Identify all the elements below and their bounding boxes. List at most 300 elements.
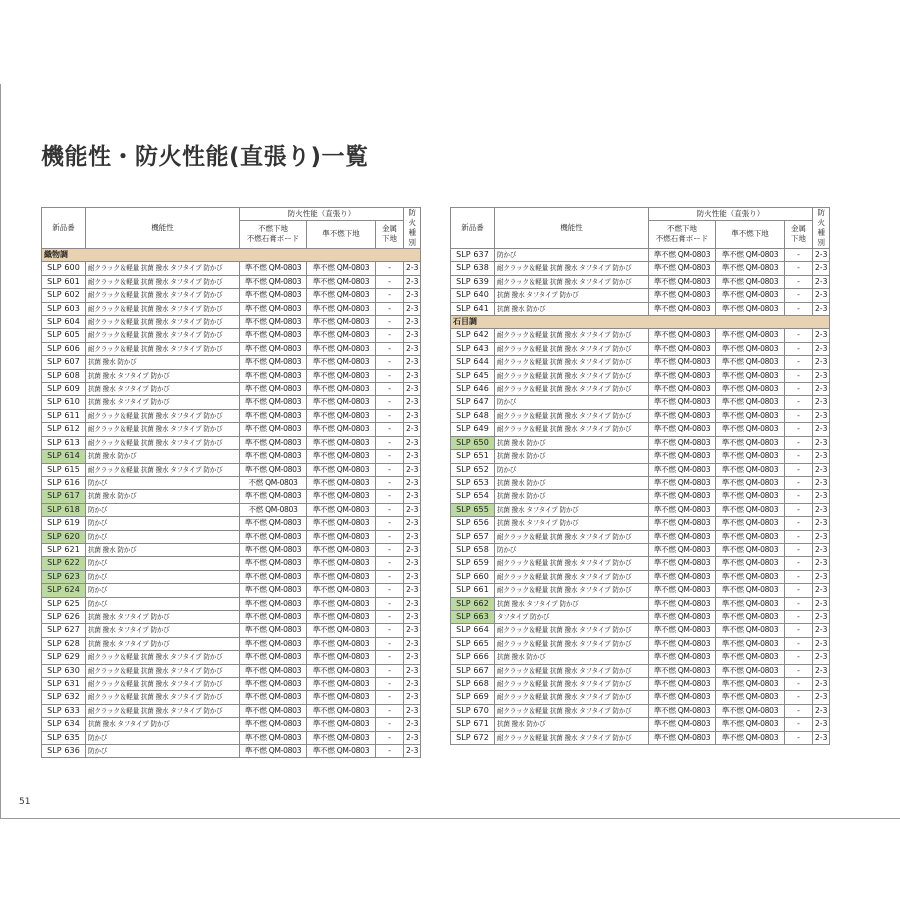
table-row — [451, 691, 830, 704]
fireproof-base-cell: 準不燃 QM-0803 — [240, 262, 307, 275]
function-cell: 耐クラック＆軽量 抗菌 撥水 タフタイプ 防かび — [495, 409, 649, 422]
semi-fireproof-base-cell: 準不燃 QM-0803 — [307, 570, 376, 583]
fireproof-base-cell: 準不燃 QM-0803 — [649, 678, 716, 691]
metal-base-cell: - — [376, 745, 404, 758]
fire-grade-cell: 2-3 — [813, 637, 830, 650]
fire-grade-cell: 2-3 — [404, 704, 421, 717]
table-row — [42, 409, 421, 422]
metal-base-cell: - — [376, 356, 404, 369]
fireproof-base-cell: 準不燃 QM-0803 — [240, 490, 307, 503]
semi-fireproof-base-cell: 準不燃 QM-0803 — [307, 490, 376, 503]
fireproof-base-cell: 準不燃 QM-0803 — [649, 490, 716, 503]
function-cell: 耐クラック＆軽量 抗菌 撥水 タフタイプ 防かび — [495, 356, 649, 369]
fire-grade-cell: 2-3 — [404, 517, 421, 530]
product-code: SLP 601 — [42, 275, 86, 288]
fire-grade-cell: 2-3 — [404, 718, 421, 731]
header-fireproof-base: 不燃下地 不燃石膏ボード — [240, 220, 307, 248]
semi-fireproof-base-cell: 準不燃 QM-0803 — [307, 356, 376, 369]
product-code: SLP 647 — [451, 396, 495, 409]
function-cell: 耐クラック＆軽量 抗菌 撥水 タフタイプ 防かび — [86, 275, 240, 288]
table-row — [451, 463, 830, 476]
metal-base-cell: - — [376, 262, 404, 275]
metal-base-cell: - — [785, 302, 813, 315]
metal-base-cell: - — [376, 463, 404, 476]
fire-grade-cell: 2-3 — [813, 409, 830, 422]
product-code: SLP 658 — [451, 543, 495, 556]
table-row — [42, 624, 421, 637]
fireproof-base-cell: 準不燃 QM-0803 — [240, 584, 307, 597]
function-cell: 耐クラック＆軽量 抗菌 撥水 タフタイプ 防かび — [86, 651, 240, 664]
function-cell: 耐クラック＆軽量 抗菌 撥水 タフタイプ 防かび — [495, 557, 649, 570]
metal-base-cell: - — [785, 651, 813, 664]
function-cell: 抗菌 撥水 タフタイプ 防かび — [86, 624, 240, 637]
metal-base-cell: - — [376, 718, 404, 731]
fire-grade-cell: 2-3 — [404, 624, 421, 637]
product-code: SLP 615 — [42, 463, 86, 476]
metal-base-cell: - — [376, 342, 404, 355]
table-row — [451, 262, 830, 275]
fire-grade-cell: 2-3 — [404, 597, 421, 610]
header-function: 機能性 — [495, 208, 649, 249]
metal-base-cell: - — [376, 610, 404, 623]
function-cell: 抗菌 撥水 防かび — [495, 450, 649, 463]
metal-base-cell: - — [785, 610, 813, 623]
fireproof-base-cell: 不燃 QM-0803 — [240, 503, 307, 516]
fire-grade-cell: 2-3 — [404, 329, 421, 342]
product-code: SLP 606 — [42, 342, 86, 355]
semi-fireproof-base-cell: 準不燃 QM-0803 — [307, 316, 376, 329]
product-code: SLP 600 — [42, 262, 86, 275]
metal-base-cell: - — [376, 396, 404, 409]
fire-grade-cell: 2-3 — [813, 584, 830, 597]
product-code: SLP 669 — [451, 691, 495, 704]
semi-fireproof-base-cell: 準不燃 QM-0803 — [307, 704, 376, 717]
metal-base-cell: - — [376, 664, 404, 677]
product-code: SLP 668 — [451, 678, 495, 691]
function-cell: 耐クラック＆軽量 抗菌 撥水 タフタイプ 防かび — [495, 731, 649, 744]
fireproof-base-cell: 準不燃 QM-0803 — [649, 557, 716, 570]
product-code: SLP 607 — [42, 356, 86, 369]
metal-base-cell: - — [376, 704, 404, 717]
header-fireproof-base: 不燃下地 不燃石膏ボード — [649, 220, 716, 248]
metal-base-cell: - — [785, 624, 813, 637]
table-row — [42, 275, 421, 288]
table-row — [451, 704, 830, 717]
fireproof-base-cell: 準不燃 QM-0803 — [240, 302, 307, 315]
table-row — [42, 490, 421, 503]
header-fire-grade: 防火 種別 — [813, 208, 830, 249]
table-row — [451, 342, 830, 355]
metal-base-cell: - — [376, 503, 404, 516]
page-frame-bottom — [0, 818, 900, 819]
table-row — [42, 316, 421, 329]
section-label: 石目調 — [451, 316, 830, 329]
function-cell: 防かび — [86, 597, 240, 610]
metal-base-cell: - — [376, 731, 404, 744]
metal-base-cell: - — [376, 436, 404, 449]
product-code: SLP 621 — [42, 543, 86, 556]
function-cell: 防かび — [495, 396, 649, 409]
fire-grade-cell: 2-3 — [813, 423, 830, 436]
metal-base-cell: - — [785, 329, 813, 342]
semi-fireproof-base-cell: 準不燃 QM-0803 — [307, 396, 376, 409]
function-cell: 抗菌 撥水 防かび — [86, 450, 240, 463]
product-code: SLP 642 — [451, 329, 495, 342]
fireproof-base-cell: 準不燃 QM-0803 — [240, 436, 307, 449]
fire-grade-cell: 2-3 — [813, 329, 830, 342]
semi-fireproof-base-cell: 準不燃 QM-0803 — [716, 570, 785, 583]
semi-fireproof-base-cell: 準不燃 QM-0803 — [307, 383, 376, 396]
header-fire-group: 防火性能（直張り） — [649, 208, 813, 221]
function-cell: 耐クラック＆軽量 抗菌 撥水 タフタイプ 防かび — [495, 530, 649, 543]
fire-grade-cell: 2-3 — [813, 396, 830, 409]
semi-fireproof-base-cell: 準不燃 QM-0803 — [716, 584, 785, 597]
fire-grade-cell: 2-3 — [404, 490, 421, 503]
fireproof-base-cell: 準不燃 QM-0803 — [240, 450, 307, 463]
function-cell: 耐クラック＆軽量 抗菌 撥水 タフタイプ 防かび — [86, 289, 240, 302]
fireproof-base-cell: 準不燃 QM-0803 — [240, 570, 307, 583]
metal-base-cell: - — [785, 704, 813, 717]
metal-base-cell: - — [785, 570, 813, 583]
fire-grade-cell: 2-3 — [404, 396, 421, 409]
table-row — [451, 718, 830, 731]
fireproof-base-cell: 準不燃 QM-0803 — [649, 476, 716, 489]
product-code: SLP 625 — [42, 597, 86, 610]
metal-base-cell: - — [785, 637, 813, 650]
fire-grade-cell: 2-3 — [404, 476, 421, 489]
semi-fireproof-base-cell: 準不燃 QM-0803 — [307, 530, 376, 543]
table-row — [451, 369, 830, 382]
metal-base-cell: - — [785, 450, 813, 463]
metal-base-cell: - — [785, 543, 813, 556]
function-cell: 耐クラック＆軽量 抗菌 撥水 タフタイプ 防かび — [86, 316, 240, 329]
metal-base-cell: - — [376, 316, 404, 329]
fireproof-base-cell: 準不燃 QM-0803 — [649, 262, 716, 275]
product-code: SLP 617 — [42, 490, 86, 503]
semi-fireproof-base-cell: 準不燃 QM-0803 — [716, 637, 785, 650]
semi-fireproof-base-cell: 準不燃 QM-0803 — [716, 409, 785, 422]
semi-fireproof-base-cell: 準不燃 QM-0803 — [307, 597, 376, 610]
function-cell: 耐クラック＆軽量 抗菌 撥水 タフタイプ 防かび — [495, 342, 649, 355]
function-cell: 耐クラック＆軽量 抗菌 撥水 タフタイプ 防かび — [86, 409, 240, 422]
fireproof-base-cell: 準不燃 QM-0803 — [240, 423, 307, 436]
metal-base-cell: - — [376, 476, 404, 489]
product-code: SLP 608 — [42, 369, 86, 382]
metal-base-cell: - — [376, 409, 404, 422]
table-row — [451, 678, 830, 691]
function-cell: 耐クラック＆軽量 抗菌 撥水 タフタイプ 防かび — [86, 436, 240, 449]
function-cell: 防かび — [86, 517, 240, 530]
function-cell: 抗菌 撥水 防かび — [495, 490, 649, 503]
fire-grade-cell: 2-3 — [404, 409, 421, 422]
function-cell: 耐クラック＆軽量 抗菌 撥水 タフタイプ 防かび — [86, 262, 240, 275]
fire-grade-cell: 2-3 — [813, 383, 830, 396]
product-code: SLP 612 — [42, 423, 86, 436]
metal-base-cell: - — [376, 302, 404, 315]
semi-fireproof-base-cell: 準不燃 QM-0803 — [307, 610, 376, 623]
table-row — [42, 691, 421, 704]
product-code: SLP 671 — [451, 718, 495, 731]
table-row — [42, 342, 421, 355]
fireproof-base-cell: 準不燃 QM-0803 — [649, 704, 716, 717]
product-code: SLP 650 — [451, 436, 495, 449]
semi-fireproof-base-cell: 準不燃 QM-0803 — [307, 476, 376, 489]
fireproof-base-cell: 準不燃 QM-0803 — [240, 597, 307, 610]
metal-base-cell: - — [376, 490, 404, 503]
table-row — [42, 543, 421, 556]
fireproof-base-cell: 準不燃 QM-0803 — [649, 691, 716, 704]
fireproof-base-cell: 準不燃 QM-0803 — [240, 342, 307, 355]
fire-grade-cell: 2-3 — [813, 678, 830, 691]
semi-fireproof-base-cell: 準不燃 QM-0803 — [307, 302, 376, 315]
semi-fireproof-base-cell: 準不燃 QM-0803 — [307, 624, 376, 637]
function-cell: 耐クラック＆軽量 抗菌 撥水 タフタイプ 防かび — [495, 691, 649, 704]
product-code: SLP 656 — [451, 517, 495, 530]
table-row — [42, 356, 421, 369]
fireproof-base-cell: 準不燃 QM-0803 — [649, 423, 716, 436]
table-row — [451, 289, 830, 302]
function-cell: 耐クラック＆軽量 抗菌 撥水 タフタイプ 防かび — [495, 275, 649, 288]
semi-fireproof-base-cell: 準不燃 QM-0803 — [716, 731, 785, 744]
metal-base-cell: - — [785, 476, 813, 489]
fireproof-base-cell: 準不燃 QM-0803 — [649, 463, 716, 476]
table-row — [451, 637, 830, 650]
function-cell: 防かび — [86, 530, 240, 543]
fire-grade-cell: 2-3 — [404, 356, 421, 369]
semi-fireproof-base-cell: 準不燃 QM-0803 — [716, 396, 785, 409]
semi-fireproof-base-cell: 準不燃 QM-0803 — [307, 463, 376, 476]
metal-base-cell: - — [785, 718, 813, 731]
product-code: SLP 660 — [451, 570, 495, 583]
function-cell: 耐クラック＆軽量 抗菌 撥水 タフタイプ 防かび — [86, 664, 240, 677]
metal-base-cell: - — [785, 262, 813, 275]
product-code: SLP 672 — [451, 731, 495, 744]
function-cell: 防かび — [86, 731, 240, 744]
metal-base-cell: - — [785, 691, 813, 704]
metal-base-cell: - — [376, 624, 404, 637]
semi-fireproof-base-cell: 準不燃 QM-0803 — [716, 557, 785, 570]
semi-fireproof-base-cell: 準不燃 QM-0803 — [716, 476, 785, 489]
function-cell: 防かび — [86, 476, 240, 489]
metal-base-cell: - — [376, 543, 404, 556]
fire-grade-cell: 2-3 — [813, 289, 830, 302]
semi-fireproof-base-cell: 準不燃 QM-0803 — [307, 262, 376, 275]
metal-base-cell: - — [785, 530, 813, 543]
product-code: SLP 619 — [42, 517, 86, 530]
function-cell: 耐クラック＆軽量 抗菌 撥水 タフタイプ 防かび — [86, 704, 240, 717]
semi-fireproof-base-cell: 準不燃 QM-0803 — [716, 436, 785, 449]
product-code: SLP 616 — [42, 476, 86, 489]
fireproof-base-cell: 準不燃 QM-0803 — [240, 409, 307, 422]
fireproof-base-cell: 準不燃 QM-0803 — [240, 356, 307, 369]
semi-fireproof-base-cell: 準不燃 QM-0803 — [716, 329, 785, 342]
table-row — [451, 423, 830, 436]
function-cell: 防かび — [86, 745, 240, 758]
fireproof-base-cell: 準不燃 QM-0803 — [240, 731, 307, 744]
table-row — [451, 302, 830, 315]
fireproof-base-cell: 準不燃 QM-0803 — [240, 637, 307, 650]
product-code: SLP 646 — [451, 383, 495, 396]
function-cell: 耐クラック＆軽量 抗菌 撥水 タフタイプ 防かび — [495, 704, 649, 717]
fire-grade-cell: 2-3 — [404, 691, 421, 704]
table-row — [451, 275, 830, 288]
fireproof-base-cell: 準不燃 QM-0803 — [240, 678, 307, 691]
fireproof-base-cell: 準不燃 QM-0803 — [649, 503, 716, 516]
function-cell: 防かび — [495, 463, 649, 476]
semi-fireproof-base-cell: 準不燃 QM-0803 — [716, 678, 785, 691]
semi-fireproof-base-cell: 準不燃 QM-0803 — [716, 342, 785, 355]
table-row — [42, 557, 421, 570]
fireproof-base-cell: 準不燃 QM-0803 — [240, 369, 307, 382]
fire-performance-table-right — [450, 207, 830, 745]
fireproof-base-cell: 準不燃 QM-0803 — [649, 637, 716, 650]
table-row — [42, 463, 421, 476]
fire-grade-cell: 2-3 — [813, 530, 830, 543]
table-row — [451, 436, 830, 449]
page-title: 機能性・防火性能(直張り)一覧 — [41, 144, 369, 170]
product-code: SLP 632 — [42, 691, 86, 704]
section-label: 織物調 — [42, 249, 421, 262]
fireproof-base-cell: 準不燃 QM-0803 — [240, 383, 307, 396]
semi-fireproof-base-cell: 準不燃 QM-0803 — [716, 383, 785, 396]
function-cell: 耐クラック＆軽量 抗菌 撥水 タフタイプ 防かび — [495, 262, 649, 275]
product-code: SLP 652 — [451, 463, 495, 476]
product-code: SLP 613 — [42, 436, 86, 449]
metal-base-cell: - — [785, 356, 813, 369]
function-cell: 抗菌 撥水 タフタイプ 防かび — [495, 517, 649, 530]
product-code: SLP 661 — [451, 584, 495, 597]
fireproof-base-cell: 不燃 QM-0803 — [240, 476, 307, 489]
fire-grade-cell: 2-3 — [813, 731, 830, 744]
function-cell: 耐クラック＆軽量 抗菌 撥水 タフタイプ 防かび — [86, 463, 240, 476]
fire-grade-cell: 2-3 — [404, 275, 421, 288]
semi-fireproof-base-cell: 準不燃 QM-0803 — [716, 704, 785, 717]
function-cell: 抗菌 撥水 タフタイプ 防かび — [86, 637, 240, 650]
semi-fireproof-base-cell: 準不燃 QM-0803 — [716, 289, 785, 302]
metal-base-cell: - — [376, 597, 404, 610]
product-code: SLP 627 — [42, 624, 86, 637]
function-cell: 防かび — [86, 584, 240, 597]
fire-performance-table-left — [41, 207, 421, 758]
table-row — [42, 436, 421, 449]
semi-fireproof-base-cell: 準不燃 QM-0803 — [716, 249, 785, 262]
table-row — [42, 517, 421, 530]
product-code: SLP 639 — [451, 275, 495, 288]
fire-grade-cell: 2-3 — [813, 664, 830, 677]
metal-base-cell: - — [785, 249, 813, 262]
table-row — [451, 731, 830, 744]
semi-fireproof-base-cell: 準不燃 QM-0803 — [307, 664, 376, 677]
fire-grade-cell: 2-3 — [813, 704, 830, 717]
metal-base-cell: - — [376, 557, 404, 570]
fire-grade-cell: 2-3 — [404, 584, 421, 597]
metal-base-cell: - — [785, 396, 813, 409]
header-semi-fireproof-base: 準不燃下地 — [716, 220, 785, 248]
header-code: 新品番 — [42, 208, 86, 249]
semi-fireproof-base-cell: 準不燃 QM-0803 — [716, 517, 785, 530]
semi-fireproof-base-cell: 準不燃 QM-0803 — [307, 517, 376, 530]
fire-grade-cell: 2-3 — [404, 651, 421, 664]
metal-base-cell: - — [376, 275, 404, 288]
function-cell: タフタイプ 防かび — [495, 610, 649, 623]
semi-fireproof-base-cell: 準不燃 QM-0803 — [307, 436, 376, 449]
metal-base-cell: - — [785, 597, 813, 610]
semi-fireproof-base-cell: 準不燃 QM-0803 — [307, 289, 376, 302]
table-row — [42, 329, 421, 342]
function-cell: 防かび — [86, 503, 240, 516]
fire-grade-cell: 2-3 — [813, 597, 830, 610]
product-code: SLP 604 — [42, 316, 86, 329]
semi-fireproof-base-cell: 準不燃 QM-0803 — [716, 597, 785, 610]
metal-base-cell: - — [785, 557, 813, 570]
semi-fireproof-base-cell: 準不燃 QM-0803 — [307, 503, 376, 516]
function-cell: 耐クラック＆軽量 抗菌 撥水 タフタイプ 防かび — [86, 678, 240, 691]
function-cell: 抗菌 撥水 タフタイプ 防かび — [86, 369, 240, 382]
fireproof-base-cell: 準不燃 QM-0803 — [240, 396, 307, 409]
table-row — [451, 584, 830, 597]
table-row — [42, 678, 421, 691]
fire-grade-cell: 2-3 — [404, 610, 421, 623]
table-row — [42, 530, 421, 543]
table-row — [42, 704, 421, 717]
metal-base-cell: - — [785, 517, 813, 530]
semi-fireproof-base-cell: 準不燃 QM-0803 — [307, 557, 376, 570]
fire-grade-cell: 2-3 — [404, 436, 421, 449]
product-code: SLP 610 — [42, 396, 86, 409]
fire-grade-cell: 2-3 — [813, 342, 830, 355]
fireproof-base-cell: 準不燃 QM-0803 — [649, 289, 716, 302]
product-code: SLP 644 — [451, 356, 495, 369]
fireproof-base-cell: 準不燃 QM-0803 — [649, 302, 716, 315]
fireproof-base-cell: 準不燃 QM-0803 — [240, 463, 307, 476]
product-code: SLP 633 — [42, 704, 86, 717]
semi-fireproof-base-cell: 準不燃 QM-0803 — [716, 490, 785, 503]
metal-base-cell: - — [785, 383, 813, 396]
metal-base-cell: - — [376, 369, 404, 382]
table-row — [451, 409, 830, 422]
product-code: SLP 635 — [42, 731, 86, 744]
fireproof-base-cell: 準不燃 QM-0803 — [240, 664, 307, 677]
fire-grade-cell: 2-3 — [404, 530, 421, 543]
function-cell: 耐クラック＆軽量 抗菌 撥水 タフタイプ 防かび — [495, 329, 649, 342]
fireproof-base-cell: 準不燃 QM-0803 — [240, 543, 307, 556]
semi-fireproof-base-cell: 準不燃 QM-0803 — [307, 731, 376, 744]
table-row — [451, 517, 830, 530]
fireproof-base-cell: 準不燃 QM-0803 — [649, 409, 716, 422]
fireproof-base-cell: 準不燃 QM-0803 — [649, 249, 716, 262]
product-code: SLP 654 — [451, 490, 495, 503]
fire-grade-cell: 2-3 — [813, 356, 830, 369]
table-row — [42, 610, 421, 623]
fire-grade-cell: 2-3 — [404, 637, 421, 650]
table-row — [451, 543, 830, 556]
fireproof-base-cell: 準不燃 QM-0803 — [240, 275, 307, 288]
function-cell: 抗菌 撥水 タフタイプ 防かび — [495, 503, 649, 516]
fire-grade-cell: 2-3 — [813, 610, 830, 623]
fire-grade-cell: 2-3 — [813, 490, 830, 503]
function-cell: 抗菌 撥水 防かび — [86, 490, 240, 503]
metal-base-cell: - — [376, 329, 404, 342]
semi-fireproof-base-cell: 準不燃 QM-0803 — [307, 342, 376, 355]
metal-base-cell: - — [376, 289, 404, 302]
fireproof-base-cell: 準不燃 QM-0803 — [240, 289, 307, 302]
header-fire-grade: 防火 種別 — [404, 208, 421, 249]
fireproof-base-cell: 準不燃 QM-0803 — [649, 530, 716, 543]
fireproof-base-cell: 準不燃 QM-0803 — [649, 597, 716, 610]
semi-fireproof-base-cell: 準不燃 QM-0803 — [307, 637, 376, 650]
product-code: SLP 659 — [451, 557, 495, 570]
fireproof-base-cell: 準不燃 QM-0803 — [649, 610, 716, 623]
